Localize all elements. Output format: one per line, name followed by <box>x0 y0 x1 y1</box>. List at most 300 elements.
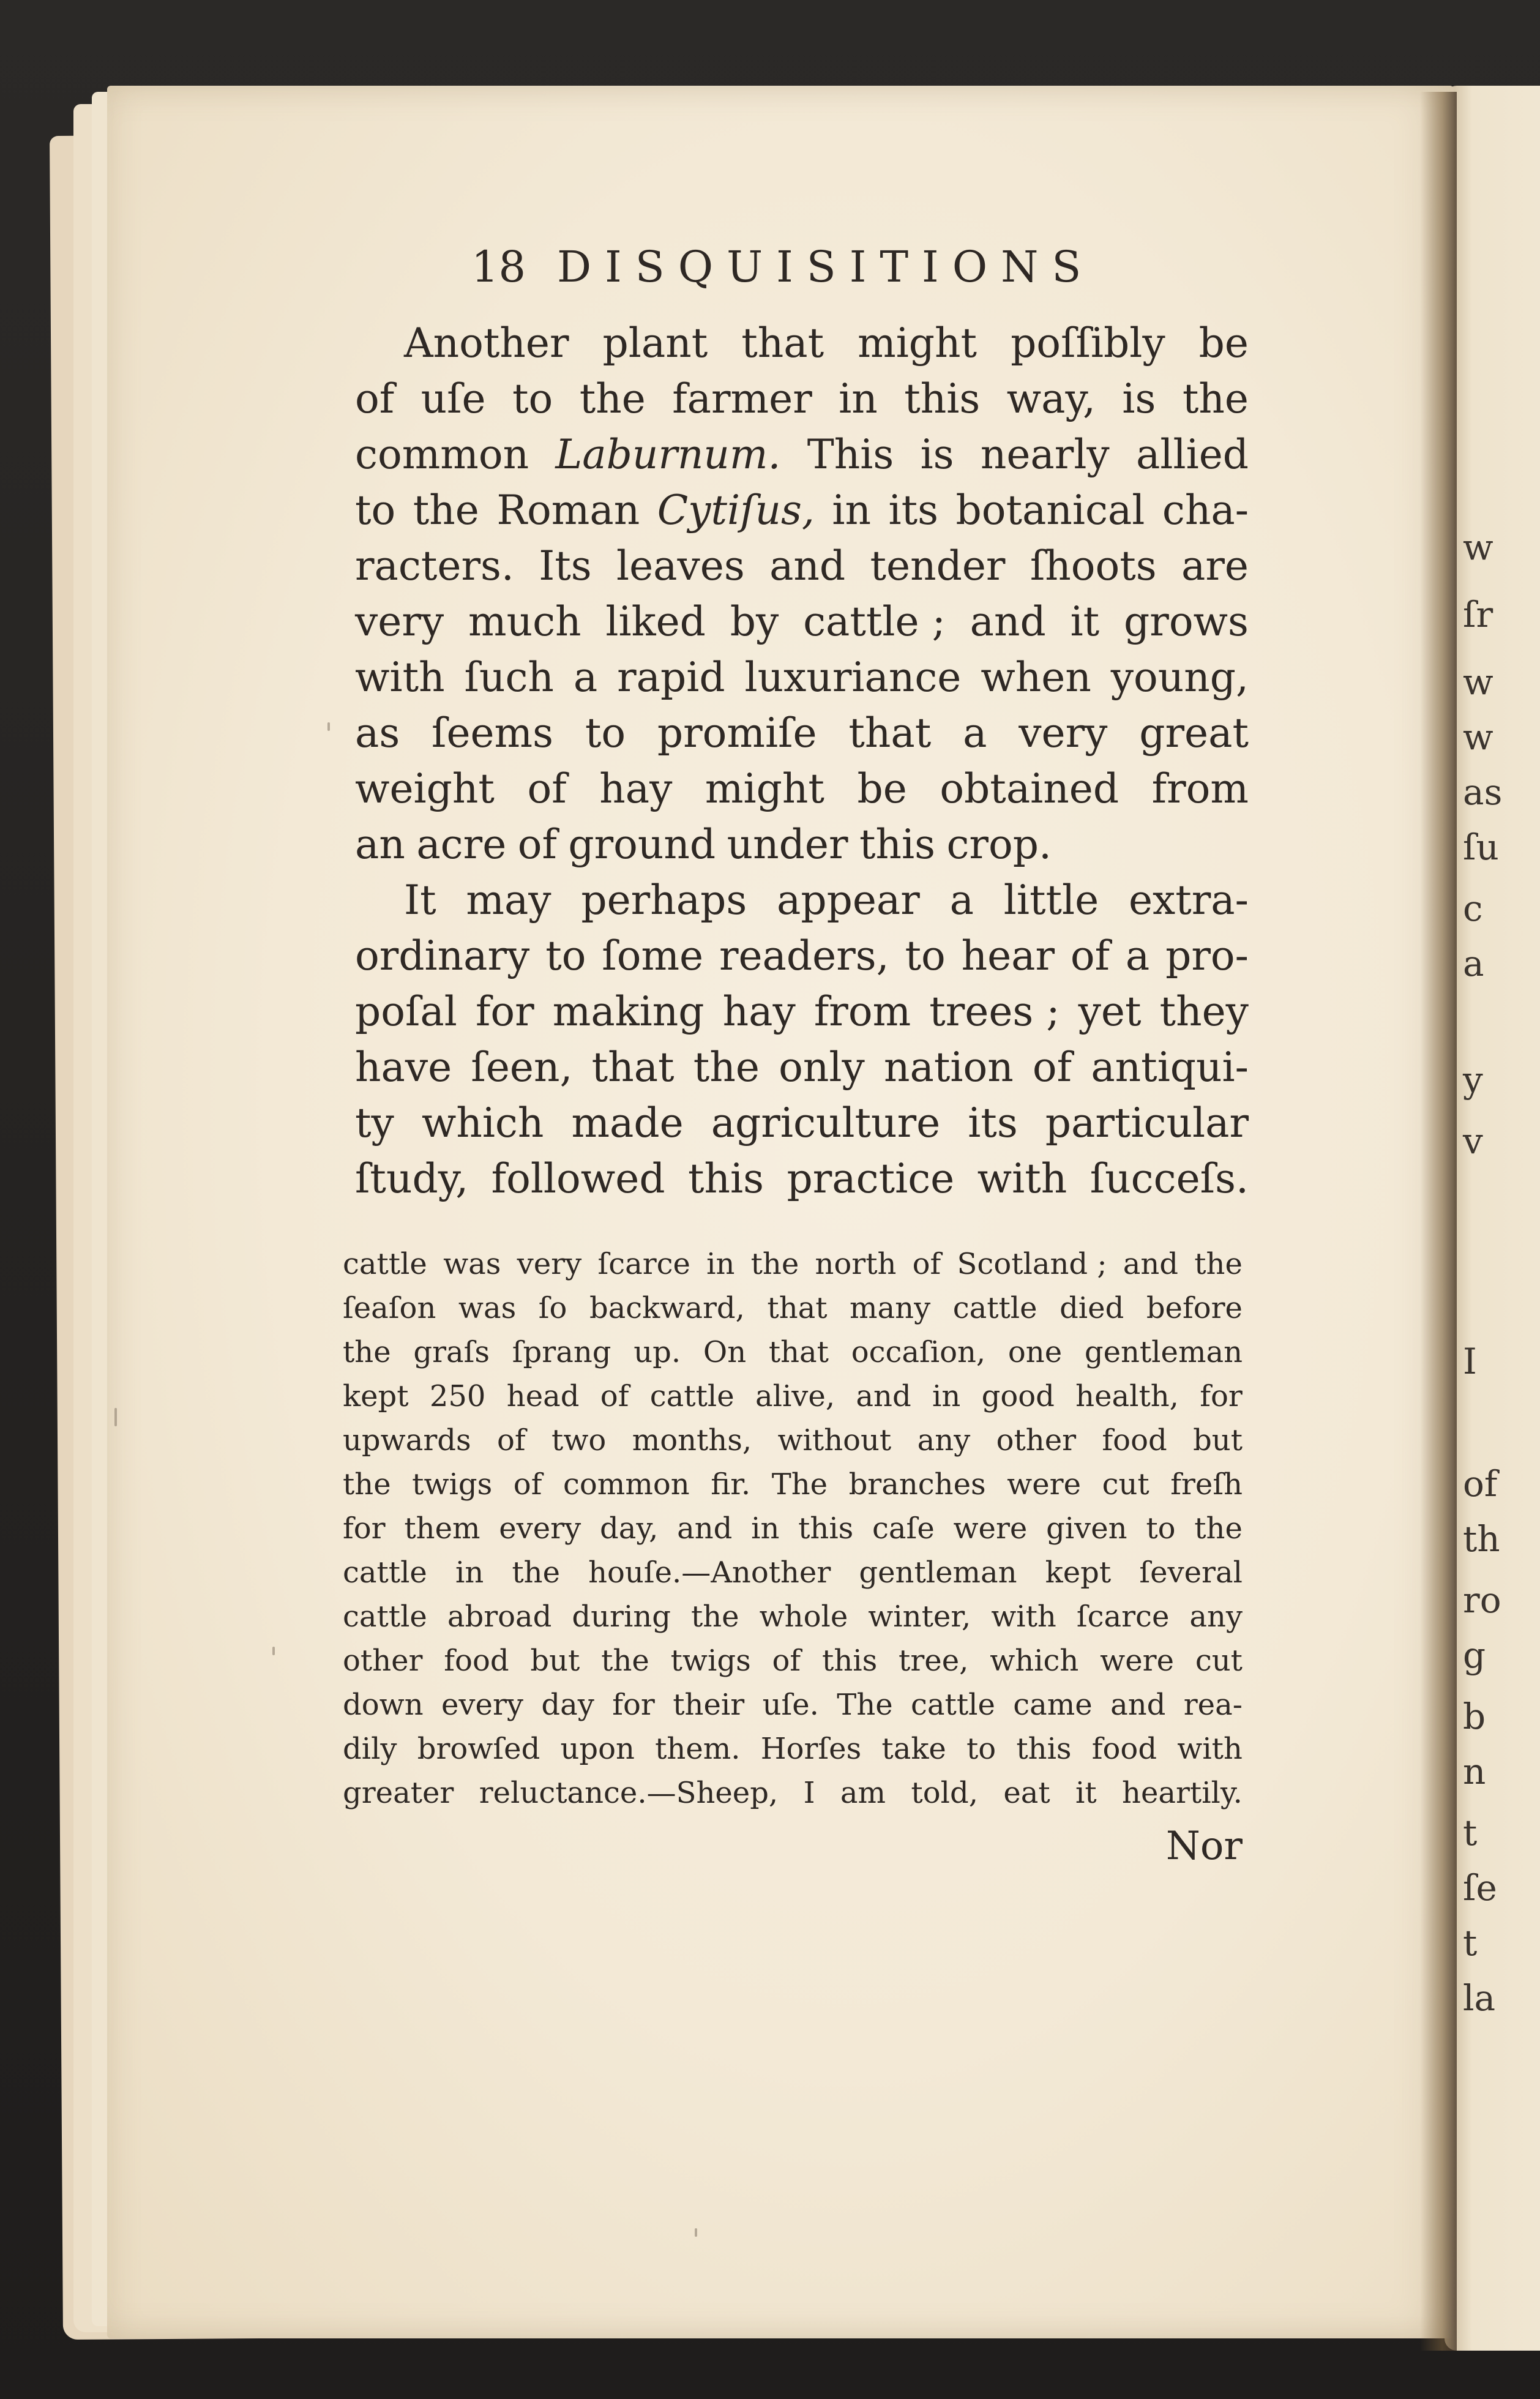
word: the <box>693 1044 760 1091</box>
gutter-shadow <box>1420 92 1457 2351</box>
word: food <box>1102 1423 1167 1458</box>
word: hay <box>722 988 796 1035</box>
right-page-fragment: v <box>1463 1120 1483 1162</box>
paragraph <box>355 315 1249 872</box>
word: The <box>771 1467 828 1502</box>
right-page-fragment: w <box>1463 716 1493 758</box>
running-head <box>355 242 1249 315</box>
word: before <box>1146 1291 1243 1325</box>
word: ſeems <box>432 709 554 757</box>
footnote-line <box>343 1551 1243 1595</box>
word: them. <box>655 1732 741 1766</box>
word: pro- <box>1165 932 1249 979</box>
footnote-line <box>343 1683 1243 1727</box>
word: are <box>1181 542 1249 589</box>
word: rapid <box>617 654 725 701</box>
word: in <box>706 1247 735 1281</box>
word: in <box>832 487 871 534</box>
word: liked <box>605 598 706 645</box>
word: ſuch <box>464 654 554 701</box>
word: Its <box>539 542 592 589</box>
word: it <box>1070 598 1100 645</box>
word: told, <box>911 1776 978 1810</box>
word: cut <box>1195 1644 1243 1678</box>
word: died <box>1060 1291 1124 1325</box>
word: which <box>421 1099 544 1147</box>
word: weight <box>355 765 495 812</box>
right-page-fragment: n <box>1463 1751 1486 1792</box>
word: occaſion, <box>851 1335 986 1369</box>
right-page-fragment: t <box>1463 1922 1478 1964</box>
footnote-line <box>343 1727 1243 1771</box>
word: freſh <box>1170 1467 1243 1502</box>
footnote-line <box>343 1330 1243 1374</box>
word: was <box>443 1247 501 1281</box>
word: crop. <box>946 821 1052 868</box>
catchword: Nor <box>1165 1824 1243 1869</box>
word: its <box>888 487 938 534</box>
word: eat <box>1003 1776 1050 1810</box>
right-page <box>1445 86 1540 2351</box>
word: way, <box>1006 375 1096 422</box>
word: that <box>848 709 932 757</box>
word: any <box>917 1423 971 1458</box>
word: farmer <box>672 375 812 422</box>
word: their <box>673 1688 745 1722</box>
word: fir. <box>711 1467 751 1502</box>
word: many <box>850 1291 931 1325</box>
text-line <box>355 872 1249 928</box>
word: in <box>839 375 878 422</box>
word: when <box>981 654 1091 701</box>
word: for <box>343 1511 386 1546</box>
word: leaves <box>616 542 745 589</box>
word: the <box>1182 375 1249 422</box>
word: and <box>970 598 1046 645</box>
word: uſe. <box>762 1688 819 1722</box>
word: for <box>475 988 534 1035</box>
word: ſprang <box>512 1335 611 1369</box>
word: as <box>355 709 400 757</box>
word: cattle <box>343 1600 427 1634</box>
word: have <box>355 1044 452 1091</box>
word: ty <box>355 1099 394 1147</box>
word: whole <box>759 1600 848 1634</box>
word: the <box>750 1247 799 1281</box>
word: every <box>499 1511 581 1546</box>
word: to <box>355 487 396 534</box>
word: they <box>1159 988 1249 1035</box>
word: nation <box>883 1044 1014 1091</box>
word: might <box>705 765 824 812</box>
right-page-fragment: ſu <box>1463 826 1499 868</box>
word: This <box>807 431 894 478</box>
word: this <box>822 1644 878 1678</box>
word: hay <box>599 765 673 812</box>
text-line <box>355 482 1249 538</box>
word: I <box>803 1776 815 1810</box>
word: of <box>513 1467 542 1502</box>
right-page-fragment: c <box>1463 888 1483 929</box>
word: might <box>858 320 977 367</box>
word: came <box>1013 1688 1093 1722</box>
word: kept <box>343 1379 409 1413</box>
word: On <box>703 1335 747 1369</box>
text-line <box>355 538 1249 594</box>
body-text <box>355 315 1249 1207</box>
word: good <box>981 1379 1055 1413</box>
word: caſe <box>872 1511 935 1546</box>
word: ſcarce <box>597 1247 690 1281</box>
right-page-fragment: of <box>1463 1463 1498 1505</box>
word: a <box>949 877 974 924</box>
footnote-line <box>343 1595 1243 1639</box>
word: this <box>798 1511 854 1546</box>
word: and <box>1110 1688 1166 1722</box>
word: agriculture <box>711 1099 941 1147</box>
word: common <box>355 431 529 478</box>
text-line <box>355 928 1249 984</box>
word: may <box>466 877 551 924</box>
right-page-fragment: ſe <box>1463 1867 1497 1909</box>
word: cattle <box>343 1247 427 1281</box>
right-page-fragments <box>1463 86 1540 2351</box>
running-head-title: DISQUISITIONS <box>557 242 1095 292</box>
word: this <box>859 821 935 868</box>
word: tender <box>870 542 1006 589</box>
word: was <box>458 1291 517 1325</box>
word: ſeveral <box>1139 1555 1243 1590</box>
word: were <box>1100 1644 1175 1678</box>
word: them <box>404 1511 480 1546</box>
word: gentleman <box>859 1555 1017 1590</box>
footnote-line <box>343 1374 1243 1418</box>
footnote-line <box>343 1418 1243 1462</box>
word: an <box>355 821 405 868</box>
word: backward, <box>589 1291 745 1325</box>
word: is <box>920 431 954 478</box>
word: racters. <box>355 542 514 589</box>
word: graſs <box>413 1335 490 1369</box>
word: greater <box>343 1776 454 1810</box>
word: it <box>1075 1776 1097 1810</box>
word: day <box>541 1688 594 1722</box>
word: Roman <box>496 487 640 534</box>
paper-speck <box>327 722 330 731</box>
word: health, <box>1075 1379 1179 1413</box>
word: cha- <box>1162 487 1249 534</box>
word: branches <box>848 1467 986 1502</box>
word: cattle <box>911 1688 995 1722</box>
word: ſtudy, <box>355 1155 469 1202</box>
page-content <box>343 242 1249 1874</box>
word: to <box>545 932 586 979</box>
word: be <box>857 765 907 812</box>
word: practice <box>787 1155 955 1202</box>
text-line <box>355 315 1249 371</box>
right-page-fragment: t <box>1463 1812 1478 1854</box>
word: upon <box>560 1732 635 1766</box>
right-page-fragment: w <box>1463 661 1493 703</box>
text-line <box>355 1151 1249 1207</box>
word: of <box>355 375 395 422</box>
text-line <box>355 594 1249 649</box>
word: particular <box>1045 1099 1249 1147</box>
word: much <box>468 598 581 645</box>
word: made <box>571 1099 684 1147</box>
text-line <box>355 761 1249 817</box>
word: browſed <box>417 1732 540 1766</box>
word: dily <box>343 1732 397 1766</box>
word: uſe <box>421 375 486 422</box>
word: but <box>1193 1423 1243 1458</box>
word: plant <box>602 320 708 367</box>
word: down <box>343 1688 424 1722</box>
word: the <box>343 1467 391 1502</box>
word: were <box>953 1511 1028 1546</box>
right-page-fragment: a <box>1463 943 1484 984</box>
word: that <box>591 1044 675 1091</box>
word: without <box>777 1423 892 1458</box>
word: the <box>1194 1247 1243 1281</box>
word: the <box>343 1335 391 1369</box>
word: of <box>517 821 557 868</box>
page-number: 18 <box>471 242 526 292</box>
word: and <box>1123 1247 1179 1281</box>
word: of <box>1032 1044 1072 1091</box>
word: poſſibly <box>1011 320 1165 367</box>
word: the <box>601 1644 649 1678</box>
word: be <box>1198 320 1249 367</box>
word: upwards <box>343 1423 471 1458</box>
text-line <box>355 817 1249 872</box>
word: ſome <box>602 932 704 979</box>
word: twigs <box>670 1644 751 1678</box>
word: which <box>990 1644 1079 1678</box>
text-line <box>355 371 1249 427</box>
word: am <box>840 1776 886 1810</box>
word: cut <box>1102 1467 1149 1502</box>
right-page-fragment: ro <box>1463 1579 1501 1621</box>
word: little <box>1003 877 1099 924</box>
word: followed <box>491 1155 665 1202</box>
word: the <box>512 1555 560 1590</box>
word: to <box>1146 1511 1176 1546</box>
word: one <box>1007 1335 1063 1369</box>
word: making <box>552 988 705 1035</box>
word: take <box>881 1732 946 1766</box>
word: head <box>506 1379 580 1413</box>
word: in <box>751 1511 780 1546</box>
word: The <box>837 1688 893 1722</box>
footnote <box>343 1242 1243 1815</box>
footnote-line <box>343 1506 1243 1551</box>
word: that <box>768 1335 829 1369</box>
word: luxuriance <box>744 654 962 701</box>
word: in <box>932 1379 961 1413</box>
word: the <box>1194 1511 1243 1546</box>
word: rea- <box>1183 1688 1243 1722</box>
word: houſe.—Another <box>588 1555 831 1590</box>
word: of <box>1070 932 1110 979</box>
word: to <box>585 709 626 757</box>
paper-speck <box>114 1408 117 1426</box>
word: cattle ; <box>803 598 946 645</box>
word: ground <box>568 821 716 868</box>
word: north <box>815 1247 897 1281</box>
word: extra- <box>1128 877 1249 924</box>
word: this <box>1016 1732 1072 1766</box>
word: to <box>966 1732 996 1766</box>
word: by <box>730 598 779 645</box>
right-page-fragment: b <box>1463 1696 1486 1737</box>
word: winter, <box>868 1600 971 1634</box>
word: poſal <box>355 988 457 1035</box>
right-page-fragment: la <box>1463 1977 1496 2019</box>
word: months, <box>632 1423 752 1458</box>
word: with <box>1177 1732 1243 1766</box>
right-page-fragment: ſr <box>1463 594 1493 635</box>
word: ſeen, <box>471 1044 573 1091</box>
word: of <box>912 1247 941 1281</box>
word: nearly <box>980 431 1110 478</box>
word: for <box>1200 1379 1243 1413</box>
word: is <box>1122 375 1156 422</box>
word: of <box>772 1644 801 1678</box>
word: heartily. <box>1122 1776 1243 1810</box>
word: every <box>441 1688 524 1722</box>
word: that <box>741 320 824 367</box>
word: ſeaſon <box>343 1291 436 1325</box>
word: grows <box>1124 598 1249 645</box>
word: its <box>968 1099 1018 1147</box>
word: this <box>688 1155 764 1202</box>
word: only <box>779 1044 865 1091</box>
word: from <box>813 988 911 1035</box>
word: cattle <box>649 1379 734 1413</box>
word: from <box>1151 765 1249 812</box>
word: readers, <box>719 932 889 979</box>
text-line <box>355 1095 1249 1151</box>
word: antiqui- <box>1091 1044 1249 1091</box>
word: acre <box>416 821 507 868</box>
word: this <box>904 375 981 422</box>
word: Laburnum. <box>555 431 781 478</box>
word: but <box>530 1644 580 1678</box>
word: ſcarce <box>1076 1600 1170 1634</box>
word: twigs <box>412 1467 493 1502</box>
text-line <box>355 1039 1249 1095</box>
footnote-line <box>343 1639 1243 1683</box>
right-page-fragment: I <box>1463 1341 1477 1382</box>
word: hear <box>961 932 1055 979</box>
word: food <box>1091 1732 1157 1766</box>
word: with <box>991 1600 1056 1634</box>
word: a <box>1125 932 1150 979</box>
word: abroad <box>447 1600 552 1634</box>
word: great <box>1139 709 1249 757</box>
word: tree, <box>899 1644 969 1678</box>
word: the <box>690 1600 739 1634</box>
word: that <box>767 1291 828 1325</box>
word: promiſe <box>657 709 817 757</box>
word: to <box>905 932 946 979</box>
word: were <box>1007 1467 1082 1502</box>
word: It <box>404 877 436 924</box>
word: for <box>612 1688 655 1722</box>
word: during <box>572 1600 671 1634</box>
word: and <box>677 1511 733 1546</box>
word: young, <box>1110 654 1249 701</box>
word: a <box>573 654 598 701</box>
right-page-fragment: g <box>1463 1634 1486 1676</box>
word: the <box>579 375 646 422</box>
word: ſo <box>538 1291 567 1325</box>
word: kept <box>1045 1555 1112 1590</box>
word: the <box>413 487 479 534</box>
word: of <box>527 765 567 812</box>
text-line <box>355 705 1249 761</box>
word: other <box>343 1644 423 1678</box>
word: ordinary <box>355 932 530 979</box>
word: Scotland ; <box>957 1247 1107 1281</box>
word: botanical <box>955 487 1145 534</box>
right-page-fragment: as <box>1463 771 1503 813</box>
word: two <box>551 1423 607 1458</box>
word: with <box>977 1155 1067 1202</box>
word: day, <box>599 1511 659 1546</box>
word: reluctance.—Sheep, <box>479 1776 779 1810</box>
word: perhaps <box>581 877 747 924</box>
word: very <box>355 598 444 645</box>
word: ſucceſs. <box>1090 1155 1249 1202</box>
paper-speck <box>695 2228 697 2237</box>
word: Horſes <box>760 1732 862 1766</box>
word: any <box>1189 1600 1243 1634</box>
word: a <box>963 709 987 757</box>
word: Another <box>404 320 569 367</box>
word: of <box>600 1379 629 1413</box>
word: and <box>769 542 846 589</box>
word: 250 <box>429 1379 486 1413</box>
text-line <box>355 649 1249 705</box>
text-line <box>355 984 1249 1039</box>
word: ſhoots <box>1030 542 1157 589</box>
word: very <box>1019 709 1108 757</box>
word: and <box>856 1379 911 1413</box>
word: to <box>512 375 553 422</box>
word: gentleman <box>1084 1335 1243 1369</box>
word: appear <box>777 877 920 924</box>
word: with <box>355 654 445 701</box>
footnote-line <box>343 1462 1243 1506</box>
footnote-line <box>343 1771 1243 1815</box>
word: cattle <box>343 1555 427 1590</box>
word: Cytiſus, <box>657 487 815 534</box>
word: under <box>727 821 848 868</box>
paragraph <box>355 872 1249 1207</box>
footnote-line <box>343 1286 1243 1330</box>
right-page-fragment: th <box>1463 1518 1500 1560</box>
word: up. <box>634 1335 681 1369</box>
word: trees ; <box>929 988 1060 1035</box>
word: given <box>1046 1511 1127 1546</box>
word: food <box>444 1644 509 1678</box>
text-line <box>355 427 1249 482</box>
right-page-fragment: y <box>1463 1059 1483 1101</box>
word: other <box>996 1423 1077 1458</box>
word: alive, <box>755 1379 835 1413</box>
